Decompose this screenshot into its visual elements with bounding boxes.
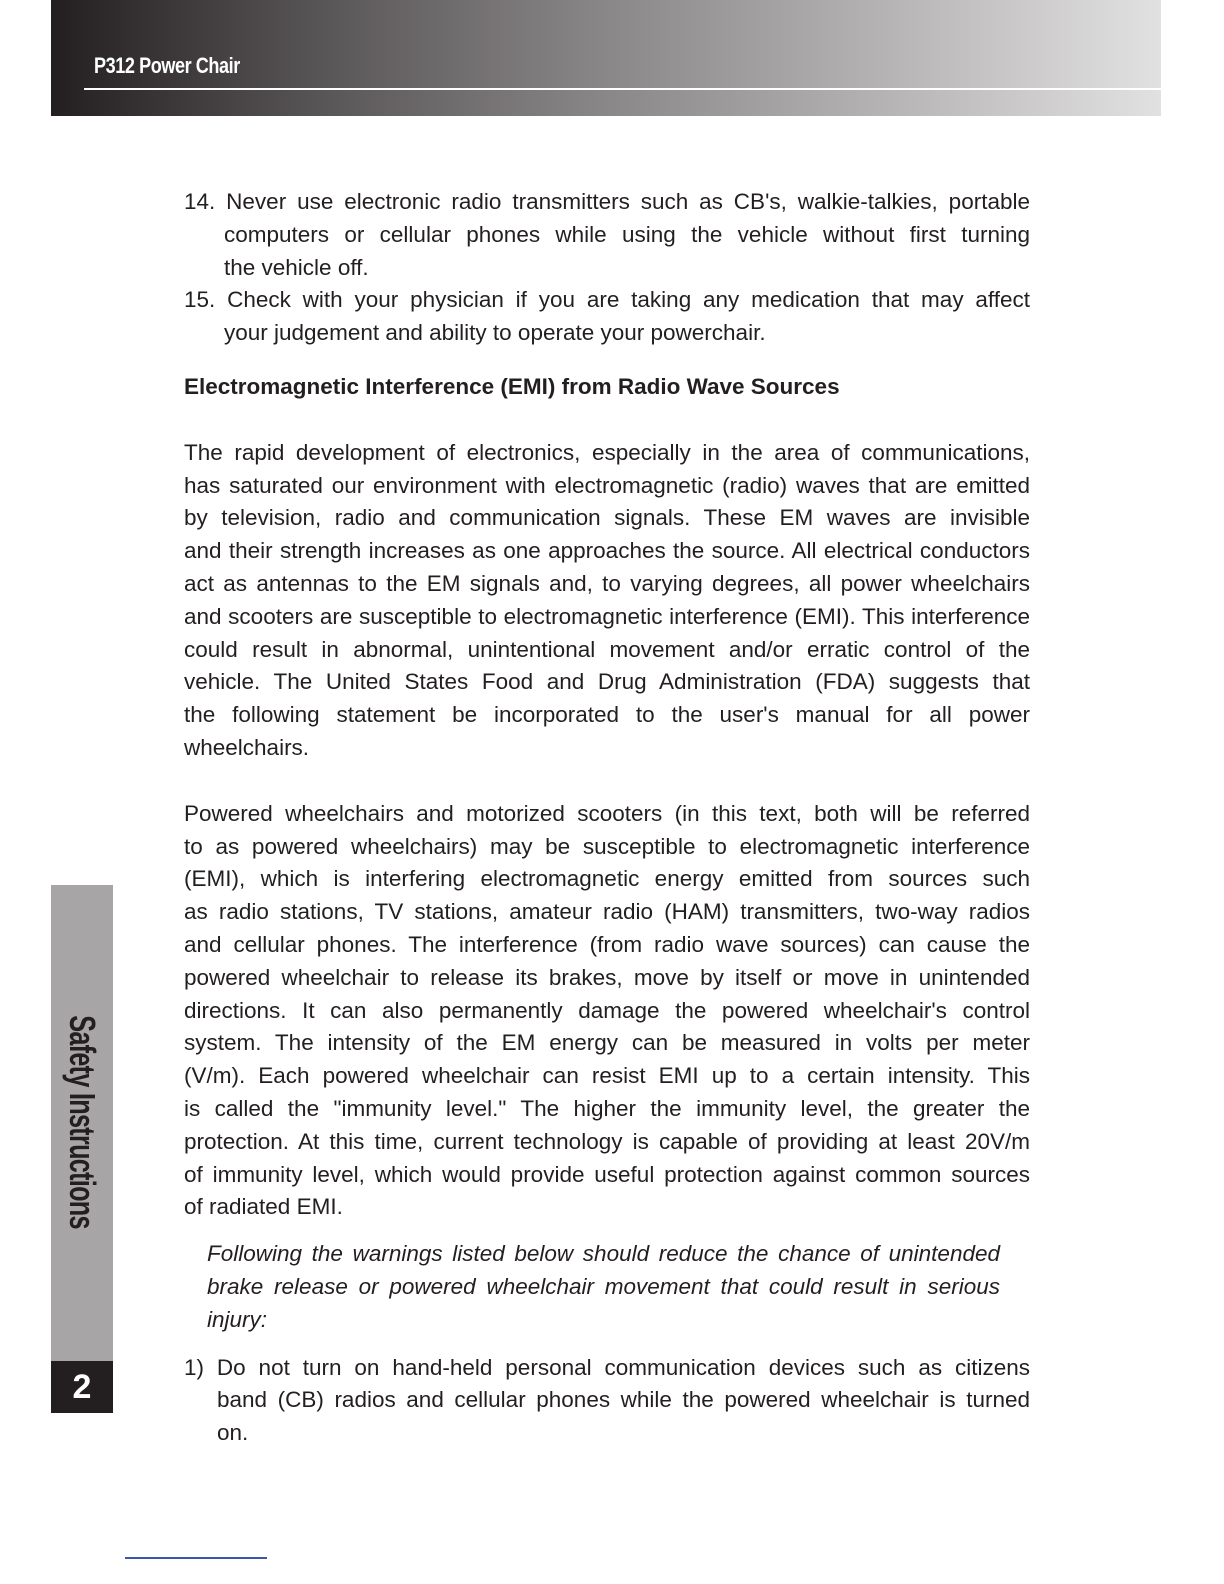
text-line: protection. At this time, current technology is capable of providing at least 20V/m: [184, 1128, 1030, 1154]
text-line: powered wheelchair to release its brakes, move by itself or move in unintended: [184, 964, 1030, 990]
text-line: vehicle. The United States Food and Drug Administration (FDA) suggests that: [184, 669, 1030, 695]
text-line: (EMI), which is interfering electromagnetic energy emitted from sources such: [184, 866, 1030, 892]
text-line: Following the warnings listed below should reduce the chance of unintended: [207, 1241, 1000, 1267]
text-line: 14. Never use electronic radio transmitters such as CB's, walkie-talkies, portable: [184, 189, 1030, 214]
text-line: your judgement and ability to operate your powerchair.: [224, 320, 766, 346]
section-label-text: Safety Instructions: [62, 1015, 103, 1229]
section-label: [61, 969, 103, 1274]
text-line: of immunity level, which would provide useful protection against common sources: [184, 1161, 1030, 1187]
page-content: [184, 186, 1030, 1450]
text-line: of radiated EMI.: [184, 1194, 343, 1220]
text-line: could result in abnormal, unintentional movement and/or erratic control of the: [184, 636, 1030, 662]
page-number: 2: [51, 1361, 113, 1413]
text-line: system. The intensity of the EM energy can be measured in volts per meter: [184, 1030, 1030, 1056]
header-title: P312 Power Chair: [94, 53, 240, 78]
text-line: (V/m). Each powered wheelchair can resist EMI up to a certain intensity. This: [184, 1063, 1030, 1089]
text-line: Powered wheelchairs and motorized scooters (in this text, both will be referred: [184, 800, 1030, 826]
text-line: 15. Check with your physician if you are taking any medication that may affect: [184, 287, 1030, 313]
text-line: directions. It can also permanently damage the powered wheelchair's control: [184, 997, 1030, 1023]
text-line: and scooters are susceptible to electromagnetic interference (EMI). This interference: [184, 603, 1030, 629]
text-line: is called the "immunity level." The higher the immunity level, the greater the: [184, 1095, 1030, 1121]
text-line: the following statement be incorporated to the user's manual for all power: [184, 702, 1030, 728]
paragraph: [184, 798, 1030, 1224]
header-rule: [84, 88, 1161, 90]
section-side-tab: [51, 885, 113, 1361]
footer-rule: [125, 1557, 267, 1559]
text-line: band (CB) radios and cellular phones while the powered wheelchair is turned: [217, 1387, 1030, 1413]
text-line: as radio stations, TV stations, amateur radio (HAM) transmitters, two-way radios: [184, 899, 1030, 925]
text-line: injury:: [207, 1306, 268, 1332]
text-line: on.: [217, 1420, 249, 1446]
safety-item: [184, 186, 1030, 284]
text-line: 1) Do not turn on hand-held personal communication devices such as citizens: [184, 1354, 1030, 1380]
paragraph: [184, 437, 1030, 765]
text-line: computers or cellular phones while using the vehicle without first turning: [224, 221, 1030, 247]
italic-warning: [184, 1238, 1000, 1336]
text-line: has saturated our environment with electromagnetic (radio) waves that are emitted: [184, 472, 1030, 498]
text-line: act as antennas to the EM signals and, to varying degrees, all power wheelchairs: [184, 570, 1030, 596]
safety-item: [184, 284, 1030, 350]
text-line: brake release or powered wheelchair movement that could result in serious: [207, 1273, 1000, 1299]
text-line: The rapid development of electronics, especially in the area of communications,: [184, 439, 1030, 465]
numbered-warning: [184, 1352, 1030, 1450]
text-line: the vehicle off.: [224, 254, 369, 280]
text-line: by television, radio and communication signals. These EM waves are invisible: [184, 505, 1030, 531]
section-heading: Electromagnetic Interference (EMI) from Radio Wave Sources: [184, 373, 840, 399]
text-line: wheelchairs.: [184, 734, 310, 760]
text-line: to as powered wheelchairs) may be susceptible to electromagnetic interference: [184, 833, 1030, 859]
text-line: and their strength increases as one approaches the source. All electrical conductors: [184, 538, 1030, 564]
text-line: and cellular phones. The interference (from radio wave sources) can cause the: [184, 931, 1030, 957]
page-header: [51, 0, 1161, 116]
